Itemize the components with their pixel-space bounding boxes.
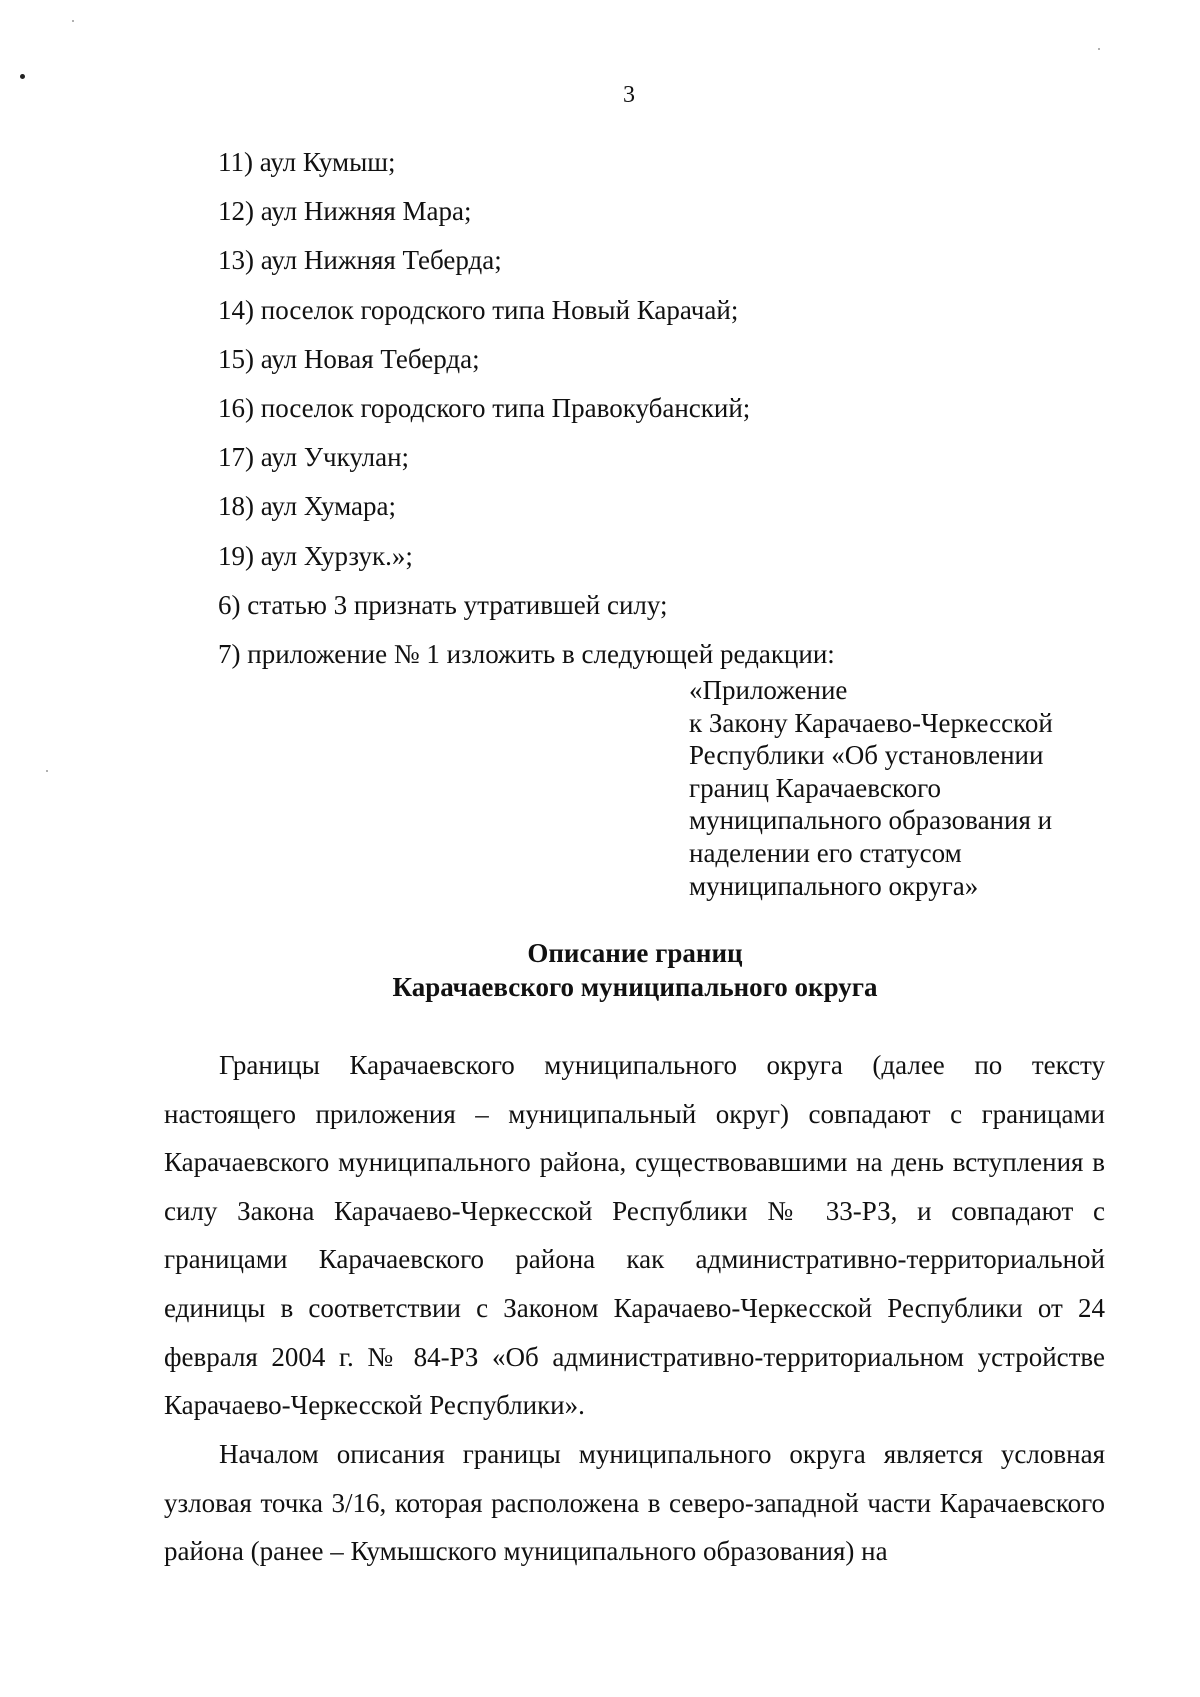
scan-artifact-dot	[20, 74, 25, 79]
body-paragraph: Границы Карачаевского муниципального округа (далее по тексту настоящего приложения – муниципальный округ) совпадают с границами Карачаевского муниципального района, существовавшими на день вступления в силу Закона Карачаево-Черкесской Республики № 33-РЗ, и совпадают с границами Карачаевского района как административно-территориальной единицы в соответствии с Законом Карачаево-Черкесской Республики от 24 февраля 2004 г. № 84-РЗ «Об административно-территориальном устройстве Карачаево-Черкесской Республики».	[164, 1050, 1105, 1421]
list-item: 15) аул Новая Теберда;	[218, 343, 480, 374]
settlement-list	[218, 138, 835, 679]
annex-header	[689, 674, 1053, 902]
list-item: 17) аул Учкулан;	[218, 442, 410, 473]
scan-artifact-speck	[1098, 48, 1100, 50]
page-number: 3	[623, 82, 635, 108]
scan-artifact-speck	[72, 20, 74, 22]
annex-line: Республики «Об установлении	[689, 740, 1044, 771]
annex-line: муниципального округа»	[689, 870, 979, 901]
annex-line: муниципального образования и	[689, 805, 1053, 836]
list-item: 11) аул Кумыш;	[218, 147, 396, 177]
list-item: 16) поселок городского типа Правокубанский;	[218, 393, 751, 424]
section-heading	[0, 936, 1200, 1004]
list-item: 19) аул Хурзук.»;	[218, 540, 413, 571]
scan-artifact-speck	[46, 770, 48, 772]
list-item: 18) аул Хумара;	[218, 491, 397, 522]
list-item: 14) поселок городского типа Новый Карачай;	[218, 294, 739, 325]
list-item: 7) приложение № 1 изложить в следующей редакции:	[218, 639, 835, 670]
annex-line: наделении его статусом	[689, 837, 962, 868]
heading-line: Описание границ	[527, 938, 743, 968]
list-item: 12) аул Нижняя Мара;	[218, 196, 472, 227]
heading-line: Карачаевского муниципального округа	[392, 972, 878, 1002]
list-item: 13) аул Нижняя Теберда;	[218, 245, 502, 276]
annex-line: к Закону Карачаево-Черкесской	[689, 707, 1053, 738]
body-paragraph: Началом описания границы муниципального округа является условная узловая точка 3/16, которая расположена в северо-западной части Карачаевского района (ранее – Кумышского муниципального образования) на	[164, 1439, 1105, 1567]
list-item: 6) статью 3 признать утратившей силу;	[218, 589, 668, 620]
annex-line: границ Карачаевского	[689, 772, 941, 803]
annex-line: «Приложение	[689, 675, 848, 705]
